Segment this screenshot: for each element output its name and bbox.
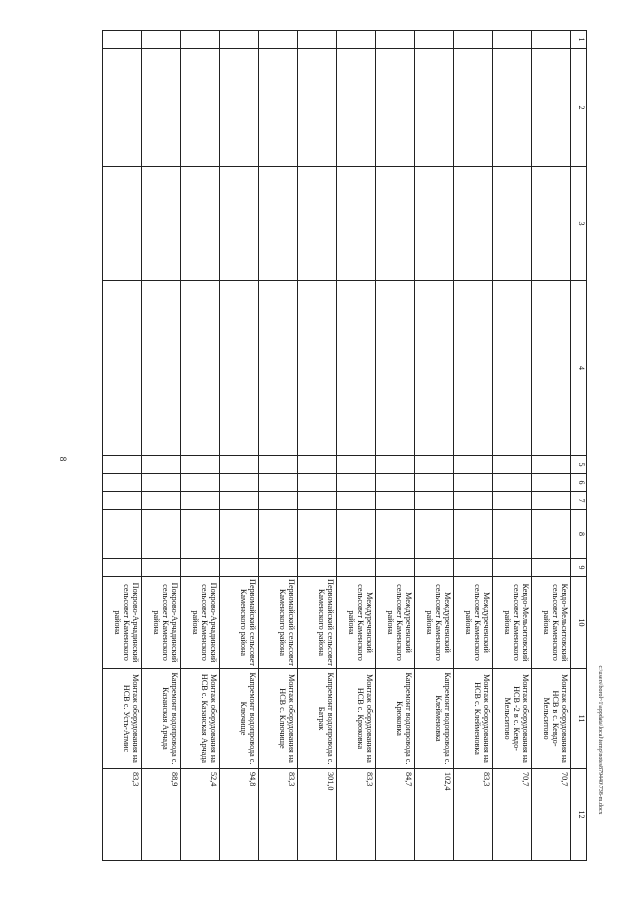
empty-cell <box>532 492 571 510</box>
amount-cell: 94,8 <box>220 769 259 861</box>
amount-cell: 83,3 <box>454 769 493 861</box>
column-header-9: 9 <box>571 559 587 577</box>
amount-cell: 83,3 <box>103 769 142 861</box>
column-header-4: 4 <box>571 281 587 456</box>
empty-cell <box>415 474 454 492</box>
column-header-1: 1 <box>571 31 587 49</box>
empty-cell <box>181 167 220 281</box>
empty-cell <box>220 31 259 49</box>
empty-cell <box>493 31 532 49</box>
recipient-cell: Первомайский сельсовет Каменского района <box>259 577 298 669</box>
empty-cell <box>220 167 259 281</box>
empty-cell <box>298 49 337 167</box>
empty-cell <box>142 510 181 559</box>
recipient-cell: Покрово-Арчадинский сельсовет Каменского района <box>142 577 181 669</box>
empty-cell <box>337 510 376 559</box>
empty-cell <box>220 49 259 167</box>
empty-cell <box>337 31 376 49</box>
empty-cell <box>259 492 298 510</box>
column-header-8: 8 <box>571 510 587 559</box>
table-row <box>259 31 298 861</box>
work-description-cell: Монтаж оборудования на НСВ с. Клейменовка <box>454 669 493 769</box>
empty-cell <box>220 456 259 474</box>
empty-cell <box>532 167 571 281</box>
empty-cell <box>298 492 337 510</box>
empty-cell <box>454 31 493 49</box>
empty-cell <box>220 510 259 559</box>
empty-cell <box>259 167 298 281</box>
empty-cell <box>376 49 415 167</box>
empty-cell <box>142 49 181 167</box>
table-row <box>454 31 493 861</box>
empty-cell <box>298 474 337 492</box>
table-row <box>337 31 376 861</box>
empty-cell <box>415 281 454 456</box>
empty-cell <box>532 49 571 167</box>
column-header-11: 11 <box>571 669 587 769</box>
page-number: 8 <box>58 456 68 462</box>
empty-cell <box>376 559 415 577</box>
empty-cell <box>532 474 571 492</box>
work-description-cell: Капремонт водопровода с. Крюковка <box>376 669 415 769</box>
empty-cell <box>454 167 493 281</box>
empty-cell <box>220 559 259 577</box>
recipient-cell: Кевдо-Мельситовский сельсовет Каменского района <box>493 577 532 669</box>
empty-cell <box>376 281 415 456</box>
work-description-cell: Монтаж оборудования на НСВ с. Крюковка <box>337 669 376 769</box>
column-header-12: 12 <box>571 769 587 861</box>
empty-cell <box>415 167 454 281</box>
empty-cell <box>415 49 454 167</box>
empty-cell <box>298 456 337 474</box>
works-table <box>102 30 587 861</box>
recipient-cell: Междуреченский сельсовет Каменского района <box>415 577 454 669</box>
empty-cell <box>220 492 259 510</box>
empty-cell <box>259 559 298 577</box>
empty-cell <box>181 474 220 492</box>
recipient-cell: Междуреченский сельсовет Каменского района <box>337 577 376 669</box>
empty-cell <box>103 559 142 577</box>
empty-cell <box>298 31 337 49</box>
empty-cell <box>415 492 454 510</box>
column-header-2: 2 <box>571 49 587 167</box>
empty-cell <box>298 281 337 456</box>
empty-cell <box>259 474 298 492</box>
empty-cell <box>376 510 415 559</box>
empty-cell <box>220 474 259 492</box>
column-header-10: 10 <box>571 577 587 669</box>
empty-cell <box>376 492 415 510</box>
empty-cell <box>493 49 532 167</box>
empty-cell <box>103 456 142 474</box>
work-description-cell: Монтаж оборудования на НСВ с. Ключище <box>259 669 298 769</box>
empty-cell <box>532 456 571 474</box>
recipient-cell: Покрово-Арчадинский сельсовет Каменского района <box>103 577 142 669</box>
empty-cell <box>493 474 532 492</box>
empty-cell <box>493 281 532 456</box>
empty-cell <box>454 49 493 167</box>
empty-cell <box>259 31 298 49</box>
empty-cell <box>103 49 142 167</box>
empty-cell <box>142 281 181 456</box>
empty-cell <box>142 559 181 577</box>
empty-cell <box>259 510 298 559</box>
amount-cell: 88,9 <box>142 769 181 861</box>
work-description-cell: Капремонт водопровода с. Батрак <box>298 669 337 769</box>
table-row <box>181 31 220 861</box>
work-description-cell: Капремонт водопровода с. Казанская Арчада <box>142 669 181 769</box>
empty-cell <box>454 492 493 510</box>
empty-cell <box>532 559 571 577</box>
rotated-table-frame <box>77 30 587 860</box>
amount-cell: 52,4 <box>181 769 220 861</box>
empty-cell <box>103 510 142 559</box>
amount-cell: 70,7 <box>532 769 571 861</box>
empty-cell <box>337 49 376 167</box>
empty-cell <box>103 492 142 510</box>
empty-cell <box>415 31 454 49</box>
empty-cell <box>493 167 532 281</box>
empty-cell <box>142 167 181 281</box>
amount-cell: 102,4 <box>415 769 454 861</box>
empty-cell <box>376 31 415 49</box>
table-row <box>415 31 454 861</box>
empty-cell <box>259 456 298 474</box>
empty-cell <box>415 510 454 559</box>
empty-cell <box>181 456 220 474</box>
empty-cell <box>298 167 337 281</box>
empty-cell <box>181 281 220 456</box>
empty-cell <box>181 559 220 577</box>
recipient-cell: Покрово-Арчадинский сельсовет Каменского района <box>181 577 220 669</box>
empty-cell <box>103 31 142 49</box>
empty-cell <box>493 456 532 474</box>
work-description-cell: Монтаж оборудования на НСВ с. Казанская Арчада <box>181 669 220 769</box>
table-row <box>532 31 571 861</box>
table-row <box>103 31 142 861</box>
empty-cell <box>532 281 571 456</box>
empty-cell <box>493 559 532 577</box>
empty-cell <box>181 492 220 510</box>
recipient-cell: Междуреченский сельсовет Каменского района <box>376 577 415 669</box>
empty-cell <box>415 456 454 474</box>
work-description-cell: Монтаж оборудования на НСВ -2 в с. Кевдо-Мельситово <box>493 669 532 769</box>
rotated-table-content <box>77 30 587 860</box>
empty-cell <box>181 49 220 167</box>
empty-cell <box>415 559 454 577</box>
empty-cell <box>220 281 259 456</box>
table-body <box>103 31 571 861</box>
table-row <box>376 31 415 861</box>
empty-cell <box>181 510 220 559</box>
empty-cell <box>103 281 142 456</box>
amount-cell: 83,3 <box>337 769 376 861</box>
empty-cell <box>493 492 532 510</box>
empty-cell <box>454 281 493 456</box>
empty-cell <box>142 31 181 49</box>
empty-cell <box>337 492 376 510</box>
empty-cell <box>376 456 415 474</box>
work-description-cell: Монтаж оборудования на НСВ с. Усть-Атмис <box>103 669 142 769</box>
empty-cell <box>454 510 493 559</box>
column-header-7: 7 <box>571 492 587 510</box>
empty-cell <box>142 474 181 492</box>
column-header-6: 6 <box>571 474 587 492</box>
empty-cell <box>376 167 415 281</box>
footer-file-path: c:\users\borol~1\appdata\local\temp\notes879440\738-m.docx <box>597 665 603 815</box>
empty-cell <box>532 510 571 559</box>
empty-cell <box>142 456 181 474</box>
empty-cell <box>142 492 181 510</box>
table-row <box>142 31 181 861</box>
empty-cell <box>454 474 493 492</box>
amount-cell: 84,7 <box>376 769 415 861</box>
empty-cell <box>337 456 376 474</box>
header-row <box>571 31 587 861</box>
empty-cell <box>337 281 376 456</box>
empty-cell <box>493 510 532 559</box>
empty-cell <box>337 167 376 281</box>
empty-cell <box>298 510 337 559</box>
amount-cell: 301,0 <box>298 769 337 861</box>
empty-cell <box>103 474 142 492</box>
empty-cell <box>103 167 142 281</box>
empty-cell <box>259 49 298 167</box>
amount-cell: 83,3 <box>259 769 298 861</box>
column-header-5: 5 <box>571 456 587 474</box>
recipient-cell: Первомайский сельсовет Каменского района <box>220 577 259 669</box>
empty-cell <box>337 559 376 577</box>
empty-cell <box>298 559 337 577</box>
table-row <box>298 31 337 861</box>
work-description-cell: Капремонт водопровода с. Клейменовка <box>415 669 454 769</box>
empty-cell <box>454 456 493 474</box>
empty-cell <box>376 474 415 492</box>
table-row <box>493 31 532 861</box>
table-row <box>220 31 259 861</box>
empty-cell <box>454 559 493 577</box>
recipient-cell: Кевдо-Мельситовский сельсовет Каменского района <box>532 577 571 669</box>
column-header-3: 3 <box>571 167 587 281</box>
recipient-cell: Первомайский сельсовет Каменского района <box>298 577 337 669</box>
empty-cell <box>181 31 220 49</box>
work-description-cell: Капремонт водопровода с. Ключище <box>220 669 259 769</box>
work-description-cell: Монтаж оборудования на НСВ в с. Кевдо-Мельситово <box>532 669 571 769</box>
empty-cell <box>337 474 376 492</box>
amount-cell: 70,7 <box>493 769 532 861</box>
empty-cell <box>532 31 571 49</box>
recipient-cell: Междуреченский сельсовет Каменского района <box>454 577 493 669</box>
empty-cell <box>259 281 298 456</box>
